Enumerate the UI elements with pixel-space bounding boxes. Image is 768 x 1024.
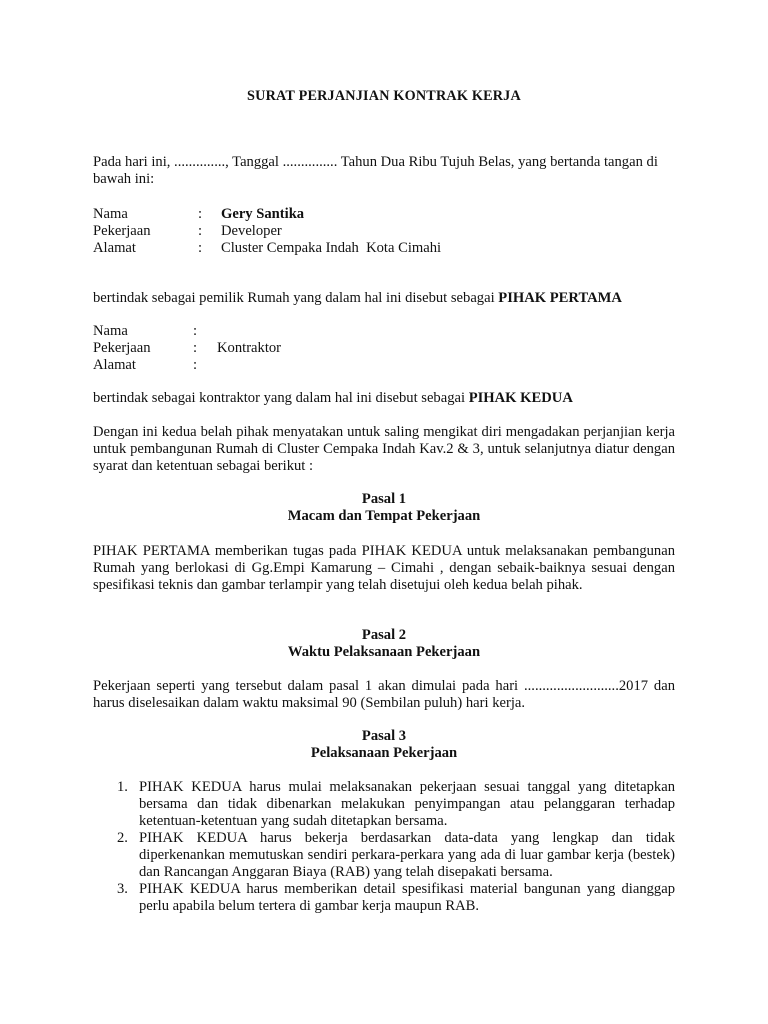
list-item-number: 1. xyxy=(117,779,128,795)
pasal3-number: Pasal 3 xyxy=(361,728,407,744)
pasal1-number: Pasal 1 xyxy=(361,491,407,507)
list-item-number: 2. xyxy=(117,830,128,846)
field-label: Alamat xyxy=(93,240,136,256)
party2-role xyxy=(93,390,675,407)
list-item xyxy=(93,779,675,830)
field-colon: : xyxy=(193,340,198,356)
field-colon: : xyxy=(193,323,198,339)
agreement-paragraph: Dengan ini kedua belah pihak menyatakan untuk saling mengikat diri mengadakan perjanjian kerja untuk pembangunan Rumah di Cluster Cempaka Indah Kav.2 & 3, untuk selanjutnya diatur dengan syarat dan ketentuan sebagai berikut : xyxy=(93,424,675,474)
list-item-text: PIHAK KEDUA harus memberikan detail spesifikasi material bangunan yang dianggap perlu apabila belum tertera di gambar kerja maupun RAB. xyxy=(139,881,675,914)
field-colon: : xyxy=(198,206,203,222)
field-label: Alamat xyxy=(93,357,136,373)
field-label: Pekerjaan xyxy=(93,340,151,356)
pasal3-heading: Pelaksanaan Pekerjaan xyxy=(310,745,458,761)
party1-role xyxy=(93,290,675,307)
field-label: Pekerjaan xyxy=(93,223,151,239)
pasal2-number: Pasal 2 xyxy=(361,627,407,643)
field-colon: : xyxy=(198,240,203,256)
field-colon: : xyxy=(198,223,203,239)
party1-name-value: Gery Santika xyxy=(221,206,305,222)
pasal2-body: Pekerjaan seperti yang tersebut dalam pasal 1 akan dimulai pada hari ..........................2017 dan harus diselesaikan dalam waktu maksimal 90 (Sembilan puluh) hari kerja. xyxy=(93,678,675,711)
document-title: SURAT PERJANJIAN KONTRAK KERJA xyxy=(247,88,521,104)
intro-paragraph: Pada hari ini, .............., Tanggal ............... Tahun Dua Ribu Tujuh Belas, yang bertanda tangan di bawah ini: xyxy=(93,154,658,187)
list-item xyxy=(93,830,675,881)
list-item xyxy=(93,881,675,915)
pasal2-heading: Waktu Pelaksanaan Pekerjaan xyxy=(287,644,481,660)
pasal3-list xyxy=(93,779,675,915)
party1-role-name: PIHAK PERTAMA xyxy=(498,290,622,306)
pasal1-body: PIHAK PERTAMA memberikan tugas pada PIHAK KEDUA untuk melaksanakan pembangunan Rumah yang berlokasi di Gg.Empi Kamarung – Cimahi , dengan sebaik-baiknya sesuai dengan spesifikasi teknis dan gambar terlampir yang telah disetujui oleh kedua belah pihak. xyxy=(93,543,675,593)
party1-role-text: bertindak sebagai pemilik Rumah yang dalam hal ini disebut sebagai xyxy=(93,290,499,306)
list-item-text: PIHAK KEDUA harus bekerja berdasarkan data-data yang lengkap dan tidak diperkenankan memutuskan sendiri perkara-perkara yang ada di luar gambar kerja (bestek) dan Rancangan Anggaran Biaya (RAB) yang telah disepakati bersama. xyxy=(139,830,675,880)
list-item-text: PIHAK KEDUA harus mulai melaksanakan pekerjaan sesuai tanggal yang ditetapkan bersama dan tidak dibenarkan melakukan penyimpangan atau pelanggaran terhadap ketentuan-ketentuan yang sudah ditetapkan bersama. xyxy=(139,779,675,829)
field-colon: : xyxy=(193,357,198,373)
pasal1-heading: Macam dan Tempat Pekerjaan xyxy=(287,508,481,524)
party1-address-value: Cluster Cempaka Indah Kota Cimahi xyxy=(221,240,442,256)
party2-role-text: bertindak sebagai kontraktor yang dalam hal ini disebut sebagai xyxy=(93,390,469,406)
party2-role-name: PIHAK KEDUA xyxy=(468,390,573,406)
list-item-number: 3. xyxy=(117,881,128,897)
field-label: Nama xyxy=(93,323,128,339)
party2-occupation-value: Kontraktor xyxy=(217,340,282,356)
field-label: Nama xyxy=(93,206,128,222)
party1-occupation-value: Developer xyxy=(221,223,282,239)
